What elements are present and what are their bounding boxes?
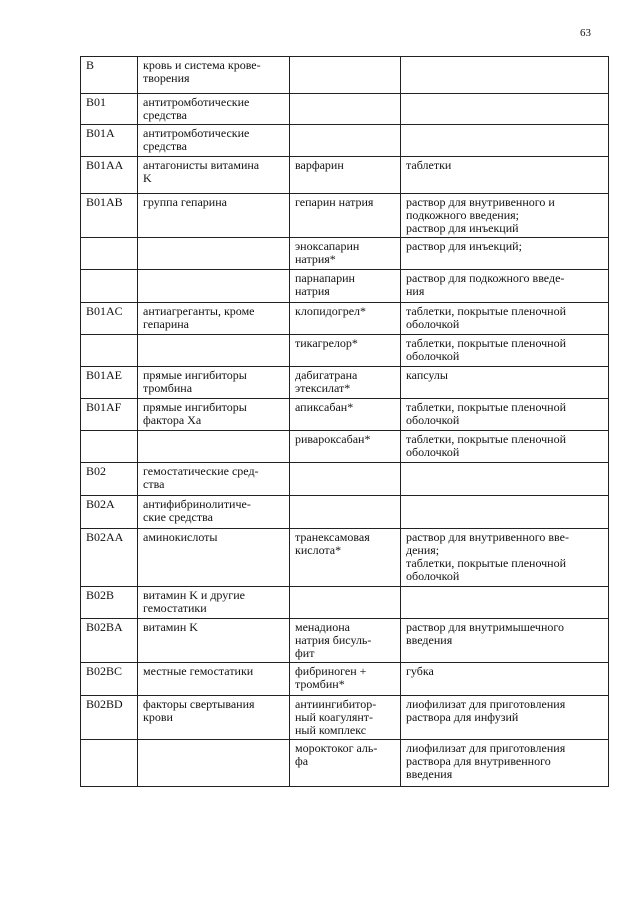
- description-cell: [138, 238, 290, 270]
- table-row: [81, 696, 609, 740]
- description-cell: антифибринолитиче- ские средства: [138, 496, 290, 529]
- drug-name-cell: [290, 125, 401, 157]
- description-cell: прямые ингибиторы фактора Xa: [138, 399, 290, 431]
- atc-code-cell: B: [81, 57, 138, 94]
- drug-name-cell: тикагрелор*: [290, 335, 401, 367]
- atc-code-cell: [81, 270, 138, 303]
- atc-code-cell: [81, 431, 138, 463]
- dosage-form-cell: [401, 57, 609, 94]
- drug-name-cell: гепарин натрия: [290, 194, 401, 238]
- description-cell: аминокислоты: [138, 529, 290, 587]
- dosage-form-cell: [401, 587, 609, 619]
- drug-name-cell: дабигатрана этексилат*: [290, 367, 401, 399]
- dosage-form-cell: лиофилизат для приготовления раствора для инфузий: [401, 696, 609, 740]
- atc-code-cell: B02B: [81, 587, 138, 619]
- dosage-form-cell: раствор для внутримышечного введения: [401, 619, 609, 663]
- description-cell: витамин K: [138, 619, 290, 663]
- table-row: [81, 431, 609, 463]
- dosage-form-cell: лиофилизат для приготовления раствора для внутривенного введения: [401, 740, 609, 787]
- drug-name-cell: клопидогрел*: [290, 303, 401, 335]
- dosage-form-cell: губка: [401, 663, 609, 696]
- description-cell: прямые ингибиторы тромбина: [138, 367, 290, 399]
- drug-name-cell: парнапарин натрия: [290, 270, 401, 303]
- description-cell: [138, 335, 290, 367]
- drug-name-cell: мороктоког аль- фа: [290, 740, 401, 787]
- dosage-form-cell: таблетки: [401, 157, 609, 194]
- drug-name-cell: [290, 463, 401, 496]
- description-cell: витамин K и другие гемостатики: [138, 587, 290, 619]
- atc-code-cell: B01A: [81, 125, 138, 157]
- description-cell: местные гемостатики: [138, 663, 290, 696]
- atc-code-cell: B02: [81, 463, 138, 496]
- table-row: [81, 496, 609, 529]
- dosage-form-cell: таблетки, покрытые пленочной оболочкой: [401, 431, 609, 463]
- table-row: [81, 57, 609, 94]
- atc-code-cell: B01AF: [81, 399, 138, 431]
- dosage-form-cell: [401, 125, 609, 157]
- atc-code-cell: [81, 238, 138, 270]
- table-row: [81, 367, 609, 399]
- table-row: [81, 463, 609, 496]
- description-cell: группа гепарина: [138, 194, 290, 238]
- table-row: [81, 529, 609, 587]
- drug-name-cell: эноксапарин натрия*: [290, 238, 401, 270]
- drug-name-cell: ривароксабан*: [290, 431, 401, 463]
- dosage-form-cell: [401, 94, 609, 125]
- drug-name-cell: [290, 496, 401, 529]
- drug-name-cell: варфарин: [290, 157, 401, 194]
- table-row: [81, 157, 609, 194]
- table-row: [81, 94, 609, 125]
- description-cell: гемостатические сред- ства: [138, 463, 290, 496]
- table-row: [81, 399, 609, 431]
- table-row: [81, 125, 609, 157]
- atc-code-cell: B01AB: [81, 194, 138, 238]
- drug-name-cell: транексамовая кислота*: [290, 529, 401, 587]
- table-row: [81, 335, 609, 367]
- dosage-form-cell: [401, 496, 609, 529]
- dosage-form-cell: раствор для внутривенного вве- дения; таблетки, покрытые пленочной оболочкой: [401, 529, 609, 587]
- drug-name-cell: менадиона натрия бисуль- фит: [290, 619, 401, 663]
- description-cell: кровь и система крове- творения: [138, 57, 290, 94]
- atc-code-cell: B02BA: [81, 619, 138, 663]
- description-cell: антагонисты витамина K: [138, 157, 290, 194]
- dosage-form-cell: [401, 463, 609, 496]
- drug-name-cell: фибриноген + тромбин*: [290, 663, 401, 696]
- description-cell: [138, 270, 290, 303]
- drug-classification-table: [80, 56, 609, 787]
- dosage-form-cell: раствор для внутривенного и подкожного введения; раствор для инъекций: [401, 194, 609, 238]
- atc-code-cell: B01AA: [81, 157, 138, 194]
- dosage-form-cell: таблетки, покрытые пленочной оболочкой: [401, 335, 609, 367]
- atc-code-cell: B01AC: [81, 303, 138, 335]
- dosage-form-cell: таблетки, покрытые пленочной оболочкой: [401, 399, 609, 431]
- description-cell: [138, 431, 290, 463]
- atc-code-cell: [81, 335, 138, 367]
- page-number: 63: [580, 27, 591, 39]
- atc-code-cell: B02BD: [81, 696, 138, 740]
- dosage-form-cell: таблетки, покрытые пленочной оболочкой: [401, 303, 609, 335]
- drug-name-cell: апиксабан*: [290, 399, 401, 431]
- dosage-form-cell: капсулы: [401, 367, 609, 399]
- atc-code-cell: B01: [81, 94, 138, 125]
- table-row: [81, 663, 609, 696]
- table-row: [81, 303, 609, 335]
- drug-name-cell: [290, 587, 401, 619]
- description-cell: антитромботические средства: [138, 125, 290, 157]
- atc-code-cell: B02A: [81, 496, 138, 529]
- table-row: [81, 587, 609, 619]
- table-row: [81, 270, 609, 303]
- atc-code-cell: B02AA: [81, 529, 138, 587]
- description-cell: антитромботические средства: [138, 94, 290, 125]
- description-cell: факторы свертывания крови: [138, 696, 290, 740]
- table-row: [81, 619, 609, 663]
- atc-code-cell: B02BC: [81, 663, 138, 696]
- atc-code-cell: B01AE: [81, 367, 138, 399]
- description-cell: антиагреганты, кроме гепарина: [138, 303, 290, 335]
- table-row: [81, 238, 609, 270]
- dosage-form-cell: раствор для подкожного введе- ния: [401, 270, 609, 303]
- atc-code-cell: [81, 740, 138, 787]
- table-row: [81, 740, 609, 787]
- table-row: [81, 194, 609, 238]
- drug-name-cell: антиингибитор- ный коагулянт- ный комплекс: [290, 696, 401, 740]
- dosage-form-cell: раствор для инъекций;: [401, 238, 609, 270]
- drug-name-cell: [290, 94, 401, 125]
- description-cell: [138, 740, 290, 787]
- drug-name-cell: [290, 57, 401, 94]
